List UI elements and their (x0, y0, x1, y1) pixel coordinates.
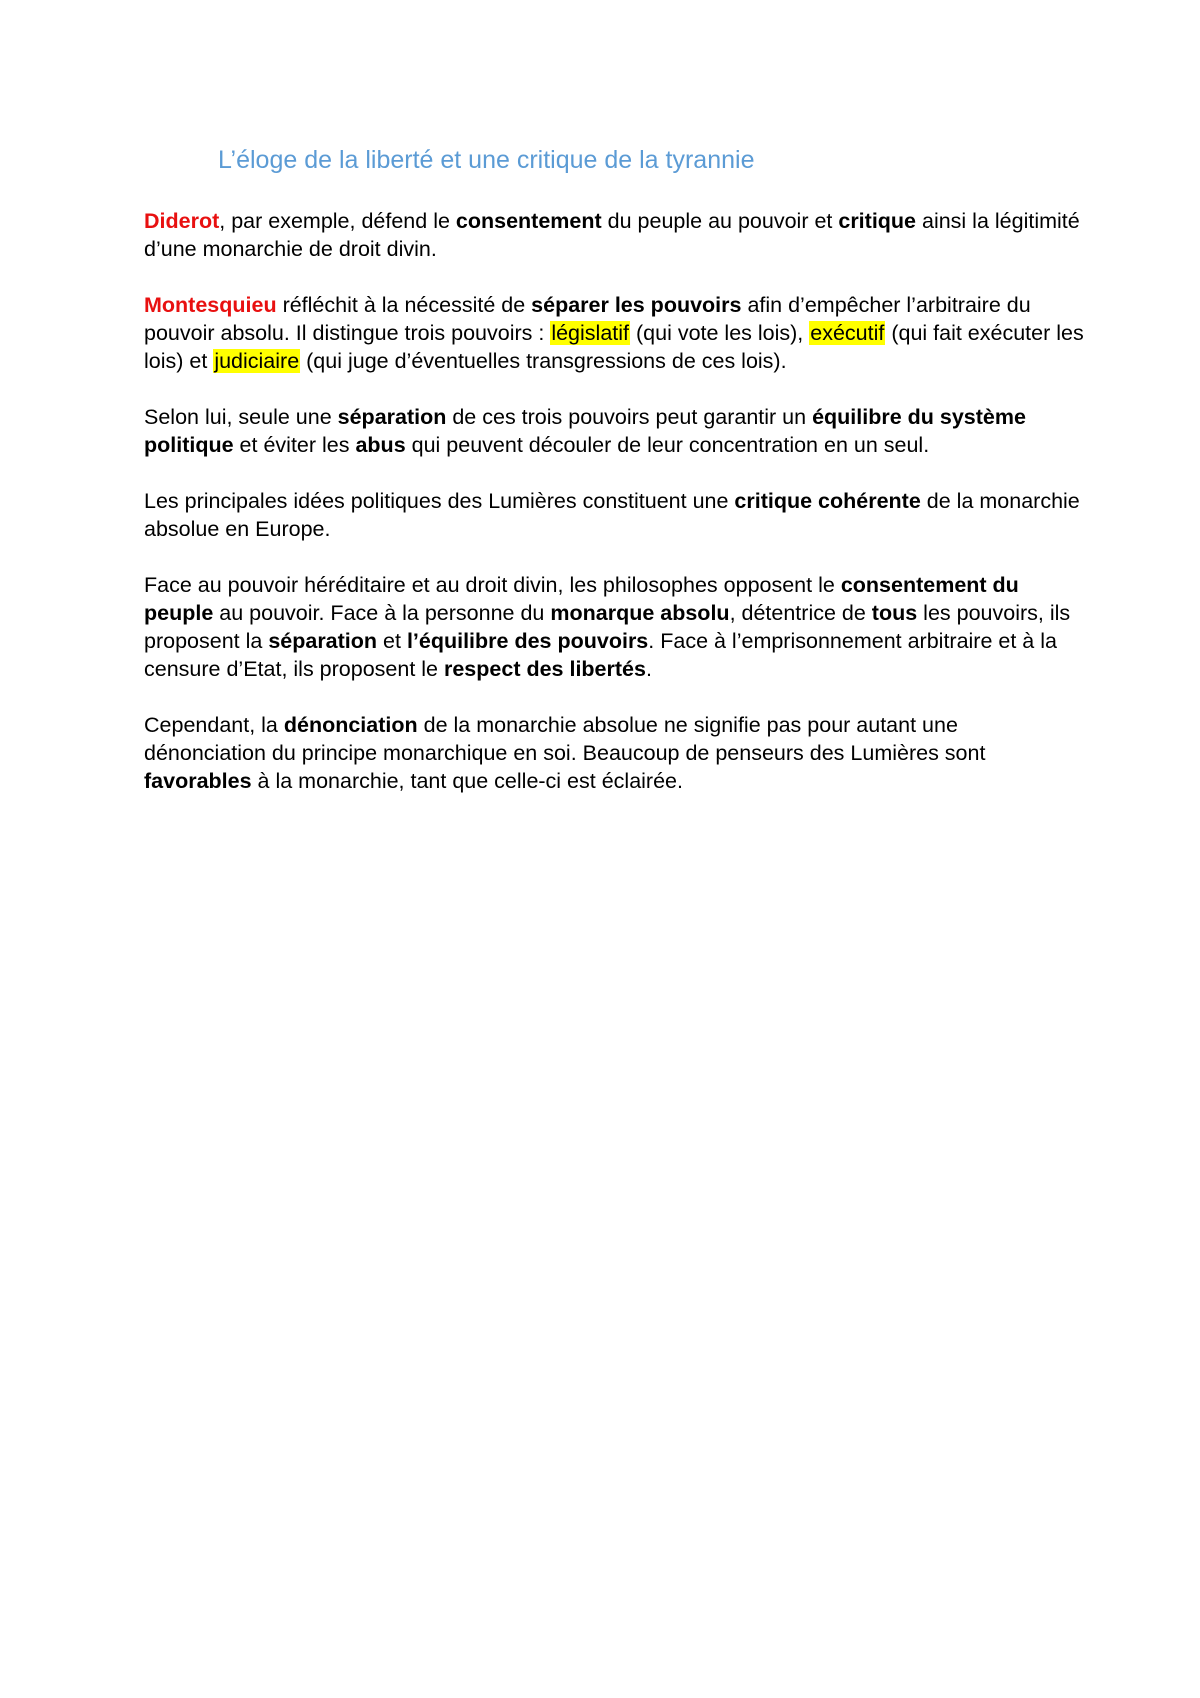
text-run: afin d’empêcher l’arbitraire du pouvoir absolu. Il distingue trois pouvoirs : (144, 293, 1031, 345)
text-run: au pouvoir. Face à la personne du (213, 601, 551, 625)
text-run: Face au pouvoir héréditaire et au droit divin, les philosophes opposent le (144, 573, 841, 597)
text-run: et éviter les (233, 433, 356, 457)
bold-text: tous (871, 601, 918, 625)
text-run: . Face à l’emprisonnement arbitraire et à la censure d’Etat, ils proposent le (144, 629, 1057, 681)
text-run: , par exemple, défend le (219, 209, 456, 233)
bold-text: abus (355, 433, 406, 457)
text-run: Les principales idées politiques des Lumières constituent une (144, 489, 735, 513)
bold-text: séparation (268, 629, 378, 653)
bold-text: favorables (144, 769, 252, 793)
text-run: (qui vote les lois), (630, 321, 810, 345)
document-body (144, 207, 1084, 823)
paragraph (144, 291, 1084, 375)
text-run: de la monarchie absolue en Europe. (144, 489, 1080, 541)
text-run: qui peuvent découler de leur concentration en un seul. (405, 433, 930, 457)
bold-text: consentement du peuple (144, 573, 1019, 625)
text-run: (qui fait exécuter les lois) et (144, 321, 1084, 373)
text-run: et (377, 629, 407, 653)
bold-text: monarque absolu (550, 601, 730, 625)
bold-text: dénonciation (283, 713, 418, 737)
paragraph (144, 571, 1084, 683)
text-run: ainsi la légitimité d’une monarchie de droit divin. (144, 209, 1080, 261)
highlighted-text: judiciaire (214, 349, 300, 373)
highlighted-text: exécutif (810, 321, 885, 345)
bold-text: respect des libertés (443, 657, 646, 681)
author-name: Montesquieu (144, 293, 277, 317)
text-run: de la monarchie absolue ne signifie pas pour autant une dénonciation du principe monarchique en soi. Beaucoup de penseurs des Lumières sont (144, 713, 986, 765)
bold-text: critique cohérente (734, 489, 921, 513)
bold-text: séparation (337, 405, 447, 429)
document-title: L’éloge de la liberté et une critique de la tyrannie (218, 146, 755, 174)
paragraph (144, 487, 1084, 543)
author-name: Diderot (144, 209, 220, 233)
text-run: du peuple au pouvoir et (601, 209, 839, 233)
paragraph (144, 207, 1084, 263)
bold-text: consentement (455, 209, 602, 233)
bold-text: l’équilibre des pouvoirs (406, 629, 649, 653)
text-run: à la monarchie, tant que celle-ci est éclairée. (251, 769, 683, 793)
text-run: les pouvoirs, ils proposent la (144, 601, 1071, 653)
paragraph (144, 711, 1084, 795)
text-run: (qui juge d’éventuelles transgressions de ces lois). (300, 349, 787, 373)
text-run: , détentrice de (729, 601, 872, 625)
text-run: Selon lui, seule une (144, 405, 338, 429)
bold-text: équilibre du système politique (144, 405, 1026, 457)
paragraph (144, 403, 1084, 459)
text-run: de ces trois pouvoirs peut garantir un (446, 405, 813, 429)
bold-text: séparer les pouvoirs (531, 293, 742, 317)
text-run: . (645, 657, 652, 681)
text-run: Cependant, la (144, 713, 284, 737)
text-run: réfléchit à la nécessité de (276, 293, 532, 317)
highlighted-text: législatif (551, 321, 630, 345)
bold-text: critique (838, 209, 917, 233)
